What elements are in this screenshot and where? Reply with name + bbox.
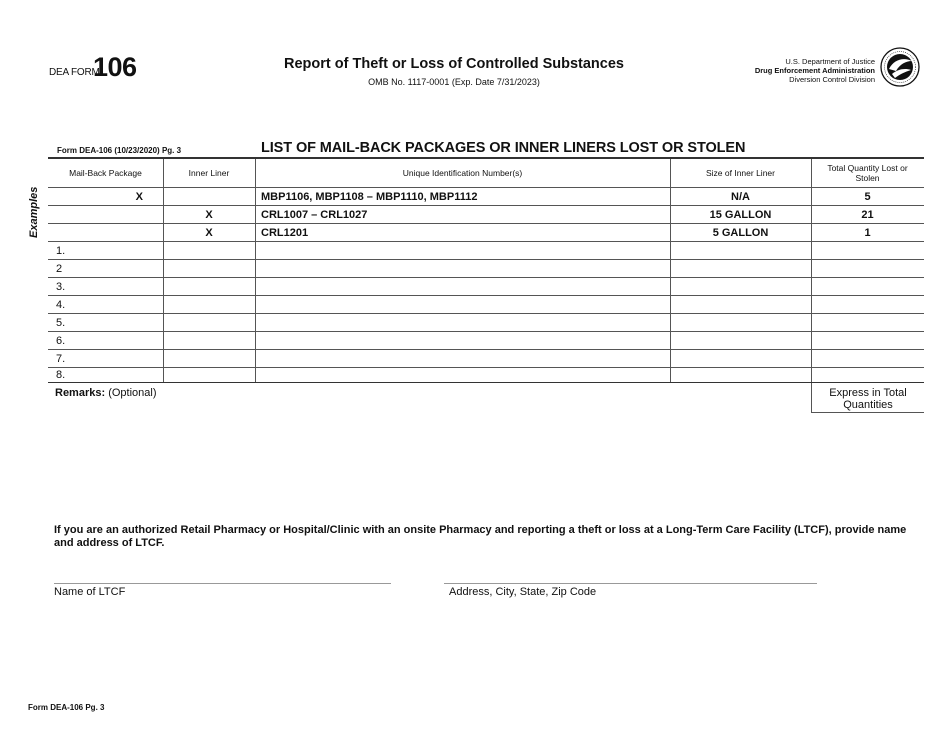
examples-label: Examples <box>28 186 40 238</box>
col-header-inner-liner: Inner Liner <box>188 168 230 178</box>
row-number: 1. <box>56 244 66 257</box>
example-uid: MBP1106, MBP1108 – MBP1110, MBP1112 <box>261 190 478 203</box>
inner-liner-cell[interactable] <box>163 278 255 295</box>
inner-liner-cell[interactable] <box>163 368 255 382</box>
example-quantity: 1 <box>864 226 871 239</box>
dea-seal-icon <box>880 47 920 87</box>
row-number: 4. <box>56 298 66 311</box>
row-number: 3. <box>56 280 66 293</box>
table-row <box>48 260 924 277</box>
table-header-row <box>48 159 924 187</box>
inner-liner-cell[interactable] <box>163 260 255 277</box>
agency-line-3: Diversion Control Division <box>789 75 875 84</box>
uid-cell[interactable] <box>255 260 670 277</box>
quantity-cell[interactable] <box>811 314 924 331</box>
ltcf-instruction: If you are an authorized Retail Pharmacy or Hospital/Clinic with an onsite Pharmacy and reporting a theft or loss at a Long-Term Care Facility (LTCF), provide name and address of LTCF. <box>54 524 907 549</box>
example-mail-back <box>48 224 163 241</box>
agency-block <box>708 57 875 84</box>
size-cell[interactable] <box>670 260 811 277</box>
inner-liner-cell[interactable] <box>163 314 255 331</box>
example-size: 15 GALLON <box>709 208 772 221</box>
size-cell[interactable] <box>670 332 811 349</box>
ltcf-address-line[interactable] <box>444 583 817 584</box>
quantity-cell[interactable] <box>811 242 924 259</box>
mail-back-cell[interactable] <box>48 350 163 367</box>
express-total-box <box>811 383 924 413</box>
inner-liner-cell[interactable] <box>163 242 255 259</box>
items-table <box>48 157 924 383</box>
uid-cell[interactable] <box>255 350 670 367</box>
row-number: 2 <box>56 262 63 275</box>
example-inner-liner: X <box>205 226 213 239</box>
example-quantity: 21 <box>861 208 874 221</box>
mail-back-cell[interactable] <box>48 314 163 331</box>
size-cell[interactable] <box>670 296 811 313</box>
example-row <box>48 206 924 223</box>
size-cell[interactable] <box>670 314 811 331</box>
remarks-label <box>55 387 157 399</box>
row-number: 8. <box>56 369 66 381</box>
mail-back-cell[interactable] <box>48 278 163 295</box>
quantity-cell[interactable] <box>811 368 924 382</box>
size-cell[interactable] <box>670 350 811 367</box>
quantity-cell[interactable] <box>811 332 924 349</box>
uid-cell[interactable] <box>255 368 670 382</box>
inner-liner-cell[interactable] <box>163 332 255 349</box>
quantity-cell[interactable] <box>811 260 924 277</box>
inner-liner-cell[interactable] <box>163 296 255 313</box>
ltcf-name-line[interactable] <box>54 583 391 584</box>
uid-cell[interactable] <box>255 314 670 331</box>
uid-cell[interactable] <box>255 278 670 295</box>
express-line-1: Express in Total <box>829 387 907 399</box>
col-header-mail-back: Mail-Back Package <box>69 168 142 178</box>
size-cell[interactable] <box>670 242 811 259</box>
quantity-cell[interactable] <box>811 296 924 313</box>
uid-cell[interactable] <box>255 296 670 313</box>
section-title: LIST OF MAIL-BACK PACKAGES OR INNER LINERS LOST OR STOLEN <box>261 140 746 156</box>
size-cell[interactable] <box>670 278 811 295</box>
mail-back-cell[interactable] <box>48 332 163 349</box>
inner-liner-cell[interactable] <box>163 350 255 367</box>
uid-cell[interactable] <box>255 242 670 259</box>
example-mail-back <box>48 206 163 223</box>
table-row <box>48 332 924 349</box>
table-row <box>48 242 924 259</box>
remarks-optional: (Optional) <box>105 387 157 399</box>
mail-back-cell[interactable] <box>48 368 163 382</box>
form-label: DEA FORM <box>49 67 100 78</box>
agency-line-2: Drug Enforcement Administration <box>754 66 875 75</box>
table-row <box>48 314 924 331</box>
quantity-cell[interactable] <box>811 278 924 295</box>
example-quantity: 5 <box>864 190 871 203</box>
agency-line-1: U.S. Department of Justice <box>785 57 875 66</box>
omb-number: OMB No. 1117-0001 (Exp. Date 7/31/2023) <box>368 77 540 87</box>
page-title: Report of Theft or Loss of Controlled Substances <box>284 56 624 72</box>
example-row <box>48 188 924 205</box>
example-size: 5 GALLON <box>712 226 769 239</box>
row-number: 5. <box>56 316 66 329</box>
example-inner-liner: X <box>205 208 213 221</box>
table-row <box>48 278 924 295</box>
col-header-uid: Unique Identification Number(s) <box>402 168 523 178</box>
quantity-cell[interactable] <box>811 350 924 367</box>
example-inner-liner <box>163 188 255 205</box>
mail-back-cell[interactable] <box>48 260 163 277</box>
example-uid: CRL1201 <box>261 226 309 239</box>
example-row <box>48 224 924 241</box>
col-header-quantity: Total Quantity Lost or Stolen <box>827 163 908 183</box>
size-cell[interactable] <box>670 368 811 382</box>
row-number: 6. <box>56 334 66 347</box>
remarks-label-bold: Remarks: <box>55 387 106 399</box>
ltcf-name-label: Name of LTCF <box>54 586 126 598</box>
express-line-2: Quantities <box>843 399 893 411</box>
mail-back-cell[interactable] <box>48 242 163 259</box>
col-header-size: Size of Inner Liner <box>706 168 775 178</box>
uid-cell[interactable] <box>255 332 670 349</box>
example-uid: CRL1007 – CRL1027 <box>261 208 368 221</box>
form-id: Form DEA-106 (10/23/2020) Pg. 3 <box>57 146 182 155</box>
page-footer: Form DEA-106 Pg. 3 <box>28 703 105 712</box>
table-row <box>48 296 924 313</box>
row-number: 7. <box>56 352 66 365</box>
table-row <box>48 368 924 382</box>
example-mail-back: X <box>135 190 143 203</box>
ltcf-address-label: Address, City, State, Zip Code <box>449 586 597 598</box>
form-number: 106 <box>93 52 137 82</box>
mail-back-cell[interactable] <box>48 296 163 313</box>
example-size: N/A <box>731 190 750 203</box>
table-row <box>48 350 924 367</box>
